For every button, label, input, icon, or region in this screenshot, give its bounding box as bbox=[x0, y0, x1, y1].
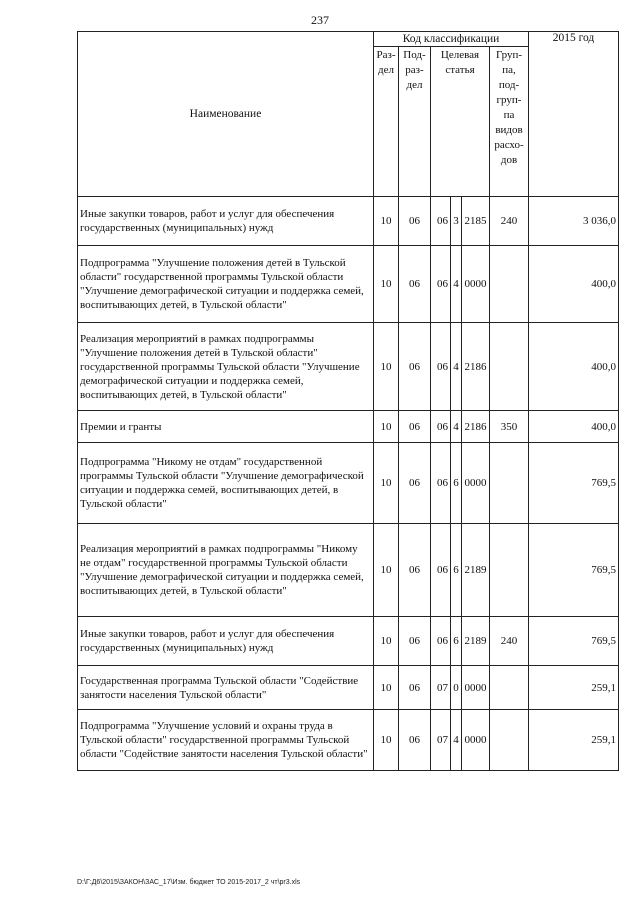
table-row bbox=[78, 443, 619, 524]
row-name: Государственная программа Тульской области "Содействие занятости населения Тульской области" bbox=[78, 666, 374, 710]
row-expense-group: 350 bbox=[490, 411, 529, 443]
row-section: 10 bbox=[374, 411, 399, 443]
row-section: 10 bbox=[374, 443, 399, 524]
row-amount: 769,5 bbox=[529, 524, 619, 617]
table-row bbox=[78, 524, 619, 617]
row-name: Реализация мероприятий в рамках подпрограммы "Никому не отдам" государственной программы Тульской области "Улучшение демографической ситуации и поддержка семей, воспитывающих детей, в Тульской области" bbox=[78, 524, 374, 617]
row-name: Подпрограмма "Улучшение условий и охраны труда в Тульской области" государственной программы Тульской области "Содействие занятости населения Тульской области" bbox=[78, 710, 374, 771]
row-target-direction: 2186 bbox=[462, 323, 490, 411]
row-amount: 400,0 bbox=[529, 246, 619, 323]
row-target-program: 06 bbox=[431, 323, 451, 411]
table-row bbox=[78, 323, 619, 411]
header-expense-group: Груп- па, под- груп- па видов расхо- дов bbox=[490, 47, 529, 197]
table-row bbox=[78, 710, 619, 771]
row-target-direction: 2189 bbox=[462, 617, 490, 666]
row-amount: 400,0 bbox=[529, 411, 619, 443]
row-target-program: 06 bbox=[431, 411, 451, 443]
row-target-program: 07 bbox=[431, 666, 451, 710]
file-path-footer: D:\Г:Д6\2015\ЗАКОН\ЗАС_17\Изм. бюджет ТО 2015-2017_2 чт\pr3.xls bbox=[77, 879, 301, 886]
row-target-program: 06 bbox=[431, 197, 451, 246]
header-row-top bbox=[78, 32, 619, 47]
row-target-program: 06 bbox=[431, 246, 451, 323]
row-expense-group: 240 bbox=[490, 197, 529, 246]
row-subsection: 06 bbox=[399, 197, 431, 246]
table-row bbox=[78, 617, 619, 666]
row-target-subprogram: 4 bbox=[451, 246, 462, 323]
row-subsection: 06 bbox=[399, 710, 431, 771]
row-expense-group bbox=[490, 323, 529, 411]
row-name: Иные закупки товаров, работ и услуг для обеспечения государственных (муниципальных) нужд bbox=[78, 617, 374, 666]
row-amount: 259,1 bbox=[529, 666, 619, 710]
table-row bbox=[78, 411, 619, 443]
row-amount: 769,5 bbox=[529, 617, 619, 666]
row-expense-group bbox=[490, 443, 529, 524]
row-target-subprogram: 6 bbox=[451, 524, 462, 617]
page-number: 237 bbox=[311, 13, 329, 27]
row-name: Подпрограмма "Улучшение положения детей в Тульской области" государственной программы Тульской области "Улучшение демографической ситуации и поддержка семей, воспитывающих детей, в Тульской области" bbox=[78, 246, 374, 323]
row-section: 10 bbox=[374, 617, 399, 666]
row-target-subprogram: 3 bbox=[451, 197, 462, 246]
row-amount: 400,0 bbox=[529, 323, 619, 411]
row-target-program: 06 bbox=[431, 617, 451, 666]
header-subsection: Под- раз- дел bbox=[399, 47, 431, 197]
header-classification-code: Код классификации bbox=[374, 32, 529, 47]
row-section: 10 bbox=[374, 666, 399, 710]
row-name: Премии и гранты bbox=[78, 411, 374, 443]
table-row bbox=[78, 666, 619, 710]
row-expense-group bbox=[490, 246, 529, 323]
header-name: Наименование bbox=[78, 32, 374, 197]
row-target-subprogram: 4 bbox=[451, 710, 462, 771]
row-section: 10 bbox=[374, 524, 399, 617]
row-amount: 769,5 bbox=[529, 443, 619, 524]
row-name: Подпрограмма "Никому не отдам" государственной программы Тульской области "Улучшение демографической ситуации и поддержка семей, воспитывающих детей, в Тульской области" bbox=[78, 443, 374, 524]
header-target-item: Целевая статья bbox=[431, 47, 490, 197]
header-section: Раз- дел bbox=[374, 47, 399, 197]
row-name: Иные закупки товаров, работ и услуг для обеспечения государственных (муниципальных) нужд bbox=[78, 197, 374, 246]
row-section: 10 bbox=[374, 323, 399, 411]
row-amount: 259,1 bbox=[529, 710, 619, 771]
row-expense-group bbox=[490, 524, 529, 617]
row-subsection: 06 bbox=[399, 443, 431, 524]
row-subsection: 06 bbox=[399, 617, 431, 666]
header-year: 2015 год bbox=[529, 32, 619, 197]
row-name: Реализация мероприятий в рамках подпрограммы "Улучшение положения детей в Тульской области" государственной программы Тульской области "Улучшение демографической ситуации и поддержка семей, воспитывающих детей, в Тульской области" bbox=[78, 323, 374, 411]
row-target-program: 06 bbox=[431, 443, 451, 524]
row-subsection: 06 bbox=[399, 666, 431, 710]
row-subsection: 06 bbox=[399, 323, 431, 411]
row-target-subprogram: 4 bbox=[451, 323, 462, 411]
row-target-direction: 0000 bbox=[462, 666, 490, 710]
row-expense-group: 240 bbox=[490, 617, 529, 666]
row-target-direction: 0000 bbox=[462, 710, 490, 771]
row-subsection: 06 bbox=[399, 524, 431, 617]
row-expense-group bbox=[490, 710, 529, 771]
row-target-program: 06 bbox=[431, 524, 451, 617]
table-row bbox=[78, 197, 619, 246]
row-target-subprogram: 6 bbox=[451, 443, 462, 524]
row-target-direction: 0000 bbox=[462, 443, 490, 524]
row-target-subprogram: 0 bbox=[451, 666, 462, 710]
row-target-direction: 2189 bbox=[462, 524, 490, 617]
row-section: 10 bbox=[374, 246, 399, 323]
budget-table bbox=[77, 31, 619, 771]
row-section: 10 bbox=[374, 710, 399, 771]
row-section: 10 bbox=[374, 197, 399, 246]
row-target-subprogram: 6 bbox=[451, 617, 462, 666]
row-target-direction: 0000 bbox=[462, 246, 490, 323]
table-row bbox=[78, 246, 619, 323]
row-target-direction: 2186 bbox=[462, 411, 490, 443]
row-subsection: 06 bbox=[399, 411, 431, 443]
row-target-subprogram: 4 bbox=[451, 411, 462, 443]
row-target-direction: 2185 bbox=[462, 197, 490, 246]
row-subsection: 06 bbox=[399, 246, 431, 323]
row-target-program: 07 bbox=[431, 710, 451, 771]
row-expense-group bbox=[490, 666, 529, 710]
row-amount: 3 036,0 bbox=[529, 197, 619, 246]
